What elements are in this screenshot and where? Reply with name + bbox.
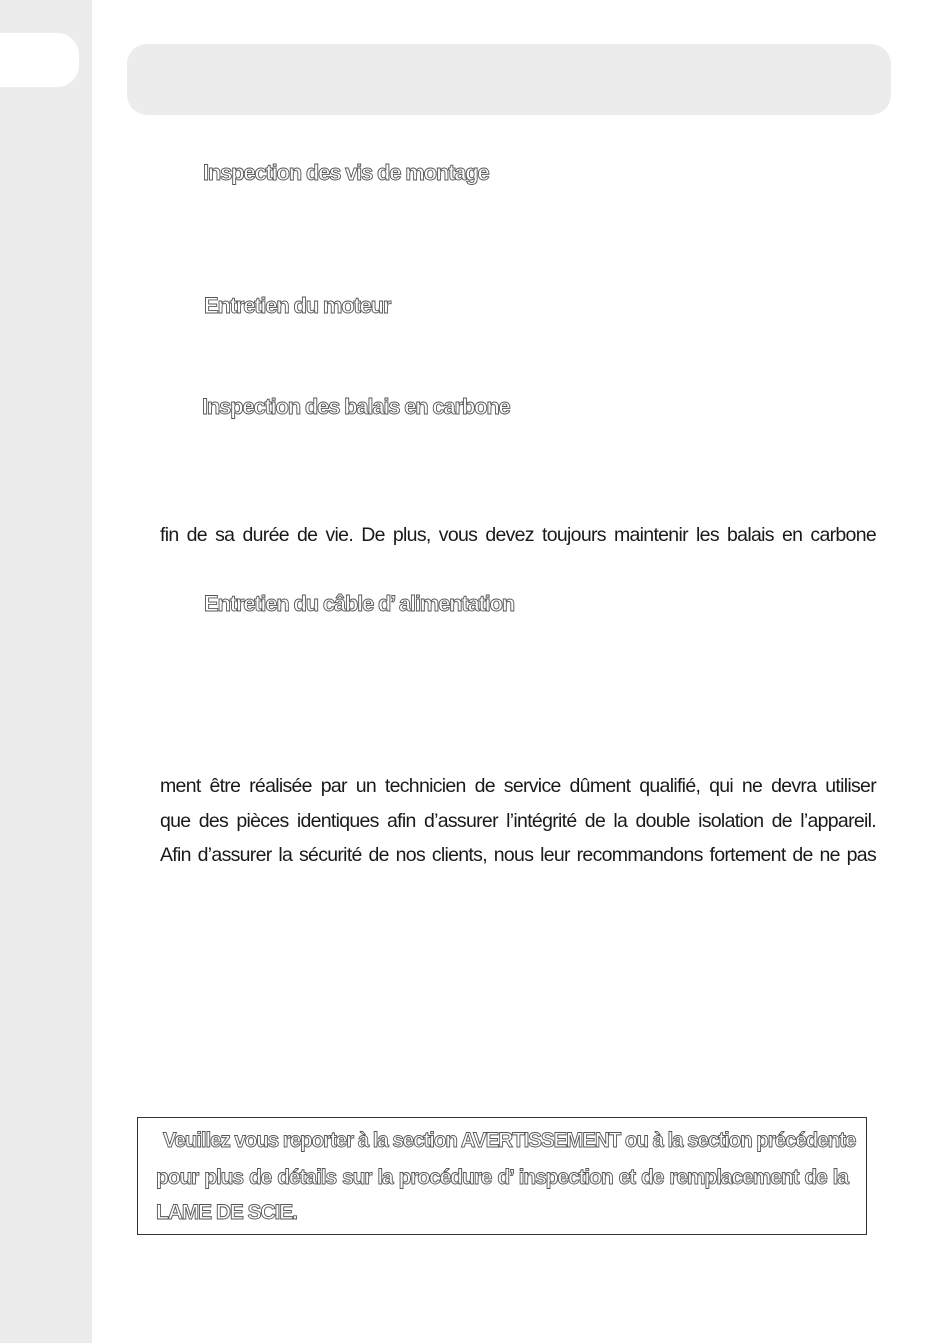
heading-carbon-brushes: Inspection des balais en carbone [202, 394, 510, 419]
body-line-power-cord-3: Afin d’assurer la sécurité de nos clients, nous leur recommandons fortement de ne pas [160, 844, 876, 866]
note-line-2: pour plus de détails sur la procédure d’ inspection et de remplacement de la [156, 1166, 848, 1189]
header-banner [127, 44, 891, 115]
body-line-power-cord-2: que des pièces identiques afin d’assurer l’intégrité de la double isolation de l’appareil. [160, 810, 876, 832]
body-line-power-cord-1: ment être réalisée par un technicien de service dûment qualifié, qui ne devra utiliser [160, 775, 876, 797]
saw-blade-note-box [137, 1117, 867, 1235]
heading-mounting-screws: Inspection des vis de montage [203, 160, 489, 185]
heading-power-cord: Entretien du câble d’ alimentation [204, 591, 515, 616]
note-line-1: Veuillez vous reporter à la section AVERTISSEMENT ou à la section précédente [162, 1129, 856, 1152]
body-line-carbon-brushes: fin de sa durée de vie. De plus, vous devez toujours maintenir les balais en carbone [160, 524, 876, 546]
heading-motor: Entretien du moteur [204, 293, 391, 318]
chapter-tab [0, 33, 79, 87]
side-margin-strip [0, 0, 92, 1343]
note-line-3: LAME DE SCIE. [156, 1201, 297, 1224]
